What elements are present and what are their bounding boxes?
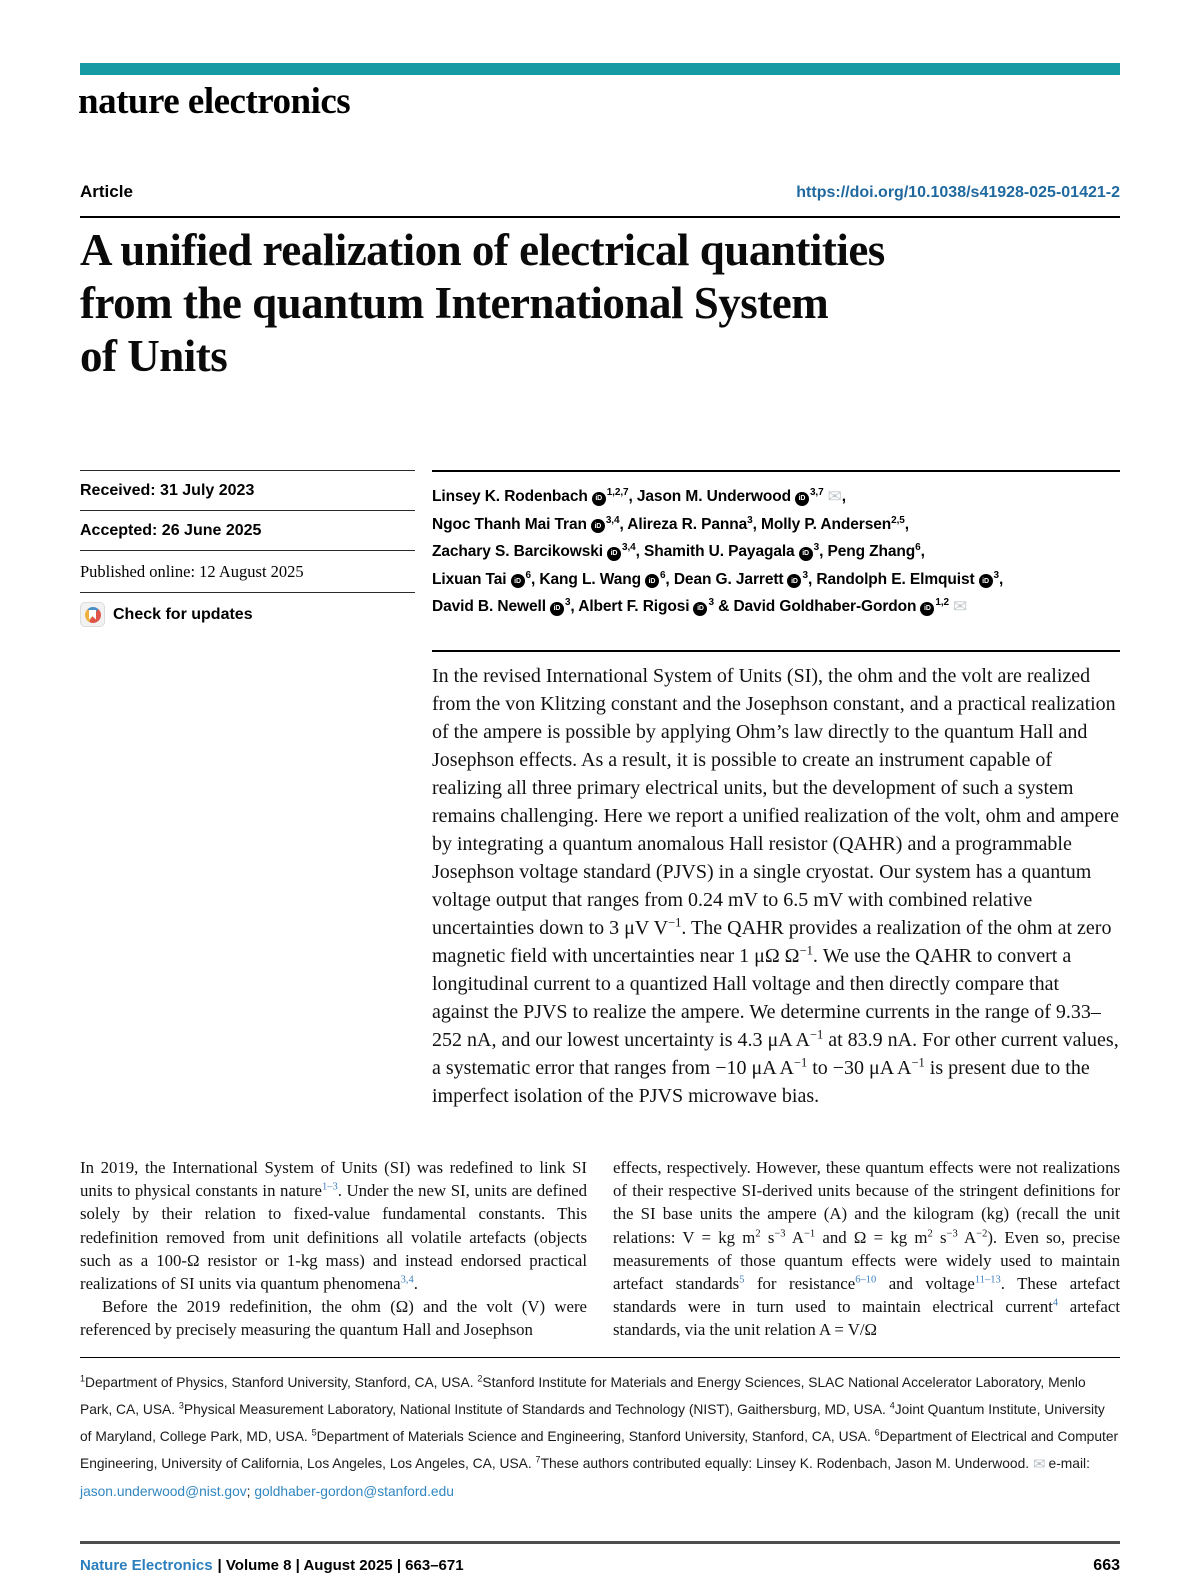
header-divider (80, 216, 1120, 218)
orcid-icon[interactable]: iD (511, 574, 525, 588)
check-for-updates-label: Check for updates (113, 605, 253, 623)
superscript: 3,7 (809, 486, 824, 498)
superscript: 4 (889, 1400, 895, 1411)
superscript: 3 (178, 1400, 184, 1411)
article-header-row (80, 182, 1120, 202)
citation-ref[interactable]: 6–10 (855, 1274, 877, 1286)
superscript: 7 (535, 1454, 541, 1465)
accepted-date: Accepted: 26 June 2025 (80, 510, 415, 550)
superscript: 2 (477, 1373, 483, 1384)
superscript: −1 (793, 1055, 808, 1070)
superscript: 3,4 (621, 541, 636, 553)
body-column-right (613, 1156, 1120, 1342)
superscript: −1 (668, 915, 682, 930)
orcid-icon[interactable]: iD (693, 602, 707, 616)
paragraph: effects, respectively. However, these quantum effects were not realizations of their respective SI-derived units because of the stringent definitions for the SI base units the ampere (A) and the kilogram (kg) (recall the unit relations: V = kg $m^2$ $s^{-3}$ $A^{-1}$ and Ω = kg $m^2$ $s^{-3}$ $A^{-2}$). Even so, precise measurements of those quantum effects were widely used to maintain artefact standards$^5$ for resistance$^{6-10}$ and voltage$^{11-13}$. These artefact standards were in turn used to maintain electrical current$^4$ artefact standards, via the unit relation A = V/Ω (613, 1158, 1121, 1340)
abstract: In the revised International System of Units (SI), the ohm and the volt are realized from the von Klitzing constant and the Josephson constant, and a practical realization of the ampere is possible by applying Ohm’s law directly to the quantum Hall and Josephson effects. As a result, it is possible to create an instrument capable of realizing all three primary electrical units, but the development of such a system remains challenging. Here we report a unified realization of the volt, ohm and ampere by integrating a quantum anomalous Hall resistor (QAHR) and a programmable Josephson voltage standard (PJVS) in a single cryostat. Our system has a quantum voltage output that ranges from 0.24 mV to 6.5 mV with combined relative uncertainties down to 3 μV $V^{-1}$. The QAHR provides a realization of the ohm at zero magnetic field with uncertainties near 1 μΩ $\Omega^{-1}$. We use the QAHR to convert a longitudinal current to a quantized Hall voltage and then directly compare that against the PJVS to realize the ampere. We determine currents in the range of 9.33–252 nA, and our lowest uncertainty is 4.3 μA $A^{-1}$ at 83.9 nA. For other current values, a systematic error that ranges from −10 μA $A^{-1}$ to −30 μA $A^{-1}$ is present due to the imperfect isolation of the PJVS microwave bias. (432, 650, 1120, 1110)
doi-link[interactable]: https://doi.org/10.1038/s41928-025-01421-2 (796, 184, 1120, 201)
page-footer (80, 1541, 1120, 1575)
article-type-label: Article (80, 182, 133, 201)
superscript: 3 (993, 569, 999, 581)
body-text (80, 1156, 1120, 1342)
superscript: 1,2,7 (606, 486, 629, 498)
superscript: −1 (911, 1055, 925, 1070)
superscript: 6 (915, 541, 921, 553)
envelope-icon[interactable]: ✉ (1032, 1456, 1046, 1473)
article-dates-sidebar (80, 470, 415, 627)
citation-ref[interactable]: 1–3 (322, 1181, 338, 1193)
citation-ref[interactable]: 3,4 (400, 1274, 414, 1286)
affiliations-footnote: $^1$Department of Physics, Stanford University, Stanford, CA, USA. $^2$Stanford Institute for Materials and Energy Sciences, SLAC National Accelerator Laboratory, Menlo Park, CA, USA. $^3$Physical Measurement Laboratory, National Institute of Standards and Technology (NIST), Gaithersburg, MD, USA. $^4$Joint Quantum Institute, University of Maryland, College Park, MD, USA. $^5$Department of Materials Science and Engineering, Stanford University, Stanford, CA, USA. $^6$Department of Electrical and Computer Engineering, University of California, Los Angeles, Los Angeles, CA, USA. $^7$These authors contributed equally: Linsey K. Rodenbach, Jason M. Underwood. ✉ e-mail: jason.underwood@nist.gov; goldhaber-gordon@stanford.edu (80, 1357, 1120, 1505)
orcid-icon[interactable]: iD (979, 574, 993, 588)
email-link[interactable]: goldhaber-gordon@stanford.edu (254, 1484, 454, 1499)
envelope-icon[interactable]: ✉ (953, 597, 968, 616)
orcid-icon[interactable]: iD (795, 492, 809, 506)
paragraph: In 2019, the International System of Units (SI) was redefined to link SI units to physical constants in nature$^{1-3}$. Under the new SI, units are defined solely by their relation to fixed-value fundamental constants. This redefinition removed from unit definitions all volatile artefacts (objects such as a 100-Ω resistor or 1-kg mass) and instead endorsed practical realizations of SI units via quantum phenomena$^{3,4}$. (80, 1158, 588, 1294)
orcid-icon[interactable]: iD (920, 602, 934, 616)
superscript: 3 (708, 596, 714, 608)
journal-logo: nature electronics (78, 81, 351, 122)
orcid-icon[interactable]: iD (799, 547, 813, 561)
superscript: −3 (946, 1228, 958, 1240)
superscript: 2,5 (891, 514, 905, 526)
journal-accent-bar (80, 63, 1120, 75)
footer-volume-info: | Volume 8 | August 2025 | 663–671 (217, 1557, 464, 1574)
superscript: 3,4 (605, 514, 620, 526)
superscript: −1 (804, 1228, 816, 1240)
page-title: A unified realization of electrical quantities from the quantum International System of Units (80, 225, 885, 381)
superscript: −2 (976, 1228, 988, 1240)
superscript: 3 (802, 569, 808, 581)
orcid-icon[interactable]: iD (591, 519, 605, 533)
superscript: 1,2 (935, 596, 949, 608)
citation-ref[interactable]: 5 (739, 1274, 745, 1286)
superscript: 3 (813, 541, 820, 553)
superscript: 2 (755, 1228, 761, 1240)
superscript: 5 (311, 1427, 317, 1438)
check-for-updates-button[interactable] (80, 592, 415, 627)
superscript: 6 (659, 569, 666, 581)
superscript: 1 (80, 1373, 86, 1384)
footer-citation (80, 1557, 464, 1575)
superscript: 3 (747, 514, 753, 526)
superscript: −1 (799, 943, 813, 958)
superscript: −1 (809, 1027, 824, 1042)
orcid-icon[interactable]: iD (787, 574, 801, 588)
author-list: Linsey K. Rodenbach iD$^{1,2,7}$, Jason M. Underwood iD$^{3,7}$ ✉, Ngoc Thanh Mai Tran iD$^{3,4}$, Alireza R. Panna$^3$, Molly P. Andersen$^{2,5}$, Zachary S. Barcikowski iD$^{3,4}$, Shamith U. Payagala $iD^3$, Peng Zhang$^6$, Lixuan Tai $iD^6$, Kang L. Wang $iD^6$, Dean G. Jarrett $iD^3$, Randolph E. Elmquist $iD^3$, David B. Newell $iD^3$, Albert F. Rigosi $iD^3$ & David Goldhaber-Gordon iD$^{1,2}$ ✉ (432, 470, 1120, 621)
envelope-icon[interactable]: ✉ (827, 487, 842, 506)
superscript: 3 (564, 596, 571, 608)
body-column-left (80, 1156, 587, 1342)
orcid-icon[interactable]: iD (645, 574, 659, 588)
superscript: 2 (927, 1228, 933, 1240)
orcid-icon[interactable]: iD (607, 547, 621, 561)
superscript: −3 (774, 1228, 786, 1240)
orcid-icon[interactable]: iD (550, 602, 564, 616)
superscript: 6 (874, 1427, 880, 1438)
paragraph: Before the 2019 redefinition, the ohm (Ω) and the volt (V) were referenced by precisely measuring the quantum Hall and Josephson (80, 1297, 587, 1340)
orcid-icon[interactable]: iD (592, 492, 606, 506)
superscript: 6 (525, 569, 531, 581)
footer-journal-link[interactable]: Nature Electronics (80, 1557, 213, 1574)
crossmark-icon (80, 602, 105, 627)
email-link[interactable]: jason.underwood@nist.gov (80, 1484, 247, 1499)
published-date: Published online: 12 August 2025 (80, 550, 415, 592)
citation-ref[interactable]: 11–13 (974, 1274, 1001, 1286)
citation-ref[interactable]: 4 (1052, 1297, 1059, 1309)
received-date: Received: 31 July 2023 (80, 470, 415, 510)
page-number: 663 (1093, 1557, 1120, 1574)
